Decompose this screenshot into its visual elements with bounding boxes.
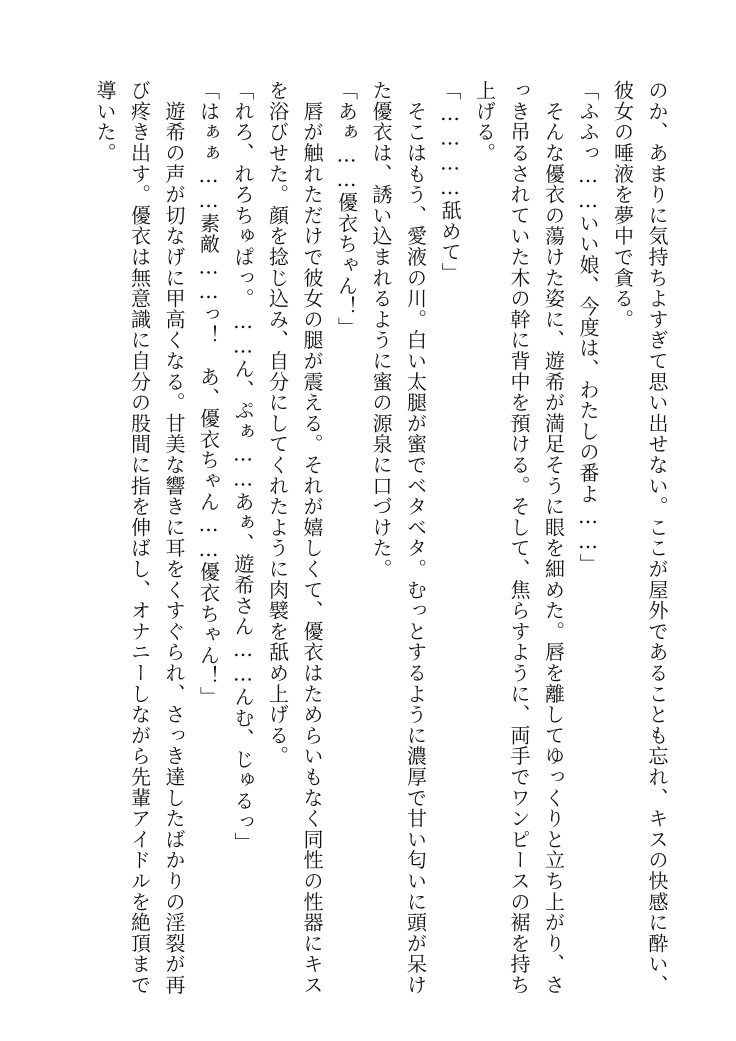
text-line: 遊希の声が切なげに甲高くなる。甘美な響きに耳をくすぐられ、さっき達したばかりの淫裂が再 <box>162 80 186 996</box>
text-line: び疼き出す。優衣は無意識に自分の股間に指を伸ばし、オナニーしながら先輩アイドルを絶頂まで <box>127 80 152 996</box>
text-line: そんな優衣の蕩けた姿に、遊希が満足そうに眼を細めた。唇を離してゆっくりと立ち上がり、さ <box>541 80 566 996</box>
text-line: 導いた。 <box>93 80 117 164</box>
text-line: 「ふふっ……いい娘、今度は、わたしの番よ……」 <box>576 80 600 575</box>
text-line: た優衣は、誘い込まれるように蜜の源泉に口づけた。 <box>369 80 393 580</box>
text-line: そこはもう、愛液の川。白い太腿が蜜でベタベタ。むっとするように濃厚で甘い匂いに頭が呆け <box>403 80 428 996</box>
text-line: 「…………舐めて」 <box>438 80 462 284</box>
vertical-text-block <box>88 80 675 996</box>
text-line: 「れろ、れろちゅぱっ。……ん、ぷぁ……あぁ、遊希さん……んむ、じゅるっ」 <box>231 80 255 853</box>
text-line: 「はぁぁ……素敵……っ！ あ、優衣ちゃん……優衣ちゃん！」 <box>196 80 221 708</box>
text-line: のか、あまりに気持ちよすぎて思い出せない。ここが屋外であることも忘れ、キスの快感に酔い、 <box>645 80 669 996</box>
text-line: 彼女の唾液を夢中で貪る。 <box>610 80 635 330</box>
text-line: を浴びせた。顔を捻じ込み、自分にしてくれたように肉襞を舐め上げる。 <box>265 80 290 767</box>
text-line: 唇が触れただけで彼女の腿が震える。それが嬉しくて、優衣はためらいもなく同性の性器にキス <box>300 80 324 996</box>
text-line: 上げる。 <box>472 80 497 164</box>
text-line: 「あぁ……優衣ちゃん！」 <box>334 80 359 338</box>
text-line: っき吊るされていた木の幹に背中を預ける。そして、焦らすように、両手でワンピースの裾を持ち <box>507 80 531 996</box>
